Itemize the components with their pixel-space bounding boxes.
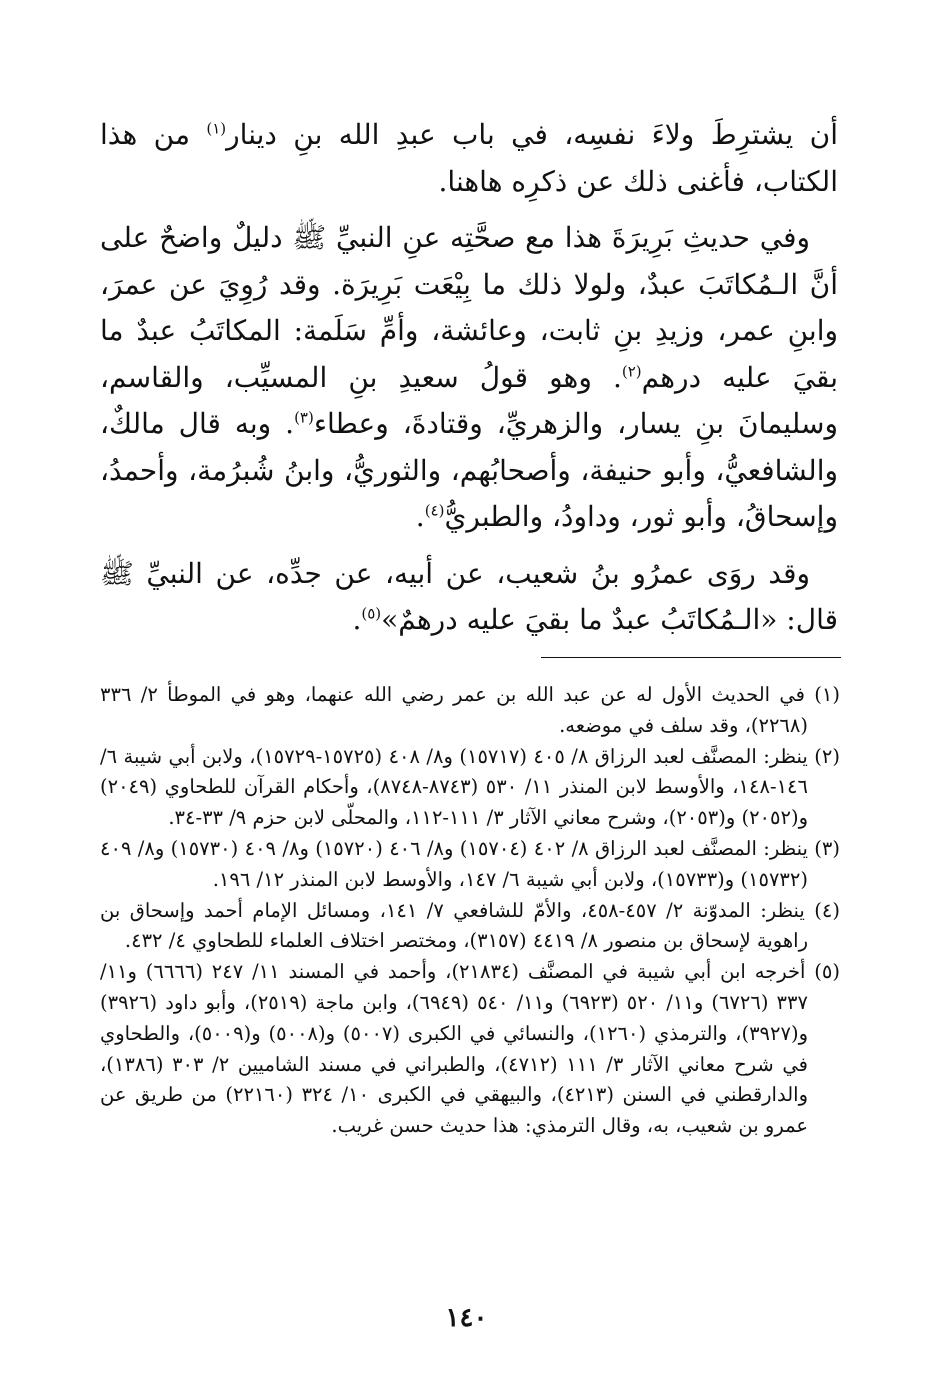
footnote-5: (٥) أخرجه ابن أبي شيبة في المصنَّف (٢١٨٣٤)، وأحمد في المسند ١١/ ٢٤٧ (٦٦٦٦) و١١/ ٣٣٧ (٦٧٢٦) و١١/ ٥٢٠ (٦٩٢٣) و١١/ ٥٤٠ (٦٩٤٩)، وابن ماجة (٢٥١٩)، وأبو داود (٣٩٢٦) و(٣٩٢٧)، والترمذي (١٢٦٠)، والنسائي في الكبرى (٥٠٠٧) و(٥٠٠٨) و(٥٠٠٩)، والطحاوي في شرح معاني الآثار ٣/ ١١١ (٤٧١٢)، والطبراني في مسند الشاميين ٢/ ٣٠٣ (١٣٨٦)، والدارقطني في السنن (٤٢١٣)، والبيهقي في الكبرى ١٠/ ٣٢٤ (٢٢١٦٠) من طريق عن عمرو بن شعيب، به، وقال الترمذي: هذا حديث حسن غريب. — [100, 960, 840, 1138]
footnotes-section — [100, 680, 840, 1142]
footnote-ref-2[interactable]: (٢) — [621, 362, 642, 381]
paragraph-1 — [100, 112, 838, 205]
paragraph-text: وقد روَى عمرُو بنُ شعيب، عن أبيه، عن جدِّه، عن النبيِّ ﷺ قال: «الـمُكاتَبُ عبدٌ ما بقيَ عليه درهمٌ» — [100, 556, 838, 636]
paragraph-2 — [100, 215, 838, 541]
paragraph-text: وفي حديثِ بَرِيرَةَ هذا مع صحَّتِه عنِ النبيِّ ﷺ دليلٌ واضحٌ على أنَّ الـمُكاتَبَ عبدٌ، ولولا ذلك ما بِيْعَت بَرِيرَة. وقد رُوِيَ عن عمرَ، وابنِ عمر، وزيدِ بنِ ثابت، وعائشة، وأمِّ سَلَمة: المكاتَبُ عبدٌ ما بقيَ عليه درهم — [100, 221, 838, 394]
footnote-ref-4[interactable]: (٤) — [424, 501, 445, 520]
paragraph-text: . وهو قولُ سعيدِ بنِ المسيِّب، والقاسم، وسليمانَ بنِ يسار، والزهريِّ، وقتادةَ، وعطاء — [100, 360, 838, 440]
footnote-divider — [541, 657, 841, 658]
paragraph-3 — [100, 551, 838, 644]
paragraph-text: أن يشترِطَ ولاءَ نفسِه، في باب عبدِ الله بنِ دينار — [226, 118, 839, 151]
footnote-ref-1[interactable]: (١) — [206, 119, 227, 138]
paragraph-text: . وبه قال مالكٌ، والشافعيُّ، وأبو حنيفة، وأصحابُهم، والثوريُّ، وابنُ شُبرُمة، وأحمدُ، وإسحاقُ، وأبو ثور، وداودُ، والطبريُّ — [100, 407, 838, 533]
footnote-2: (٢) ينظر: المصنَّف لعبد الرزاق ٨/ ٤٠٥ (١٥٧١٧) و٨/ ٤٠٨ (١٥٧٢٥-١٥٧٢٩)، ولابن أبي شيبة ٦/ ١٤٦-١٤٨، والأوسط لابن المنذر ١١/ ٥٣٠ (٨٧٤٣-٨٧٤٨)، وأحكام القرآن للطحاوي (٢٠٤٩) و(٢٠٥٢) و(٢٠٥٣)، وشرح معاني الآثار ٣/ ١١١-١١٢، والمحلّى لابن حزم ٩/ ٣٣-٣٤. — [100, 744, 840, 830]
paragraph-text: . — [352, 603, 362, 636]
footnote-4: (٤) ينظر: المدوّنة ٢/ ٤٥٧-٤٥٨، والأمّ للشافعي ٧/ ١٤١، ومسائل الإمام أحمد وإسحاق بن راهوية لإسحاق بن منصور ٨/ ٤٤١٩ (٣١٥٧)، ومختصر اختلاف العلماء للطحاوي ٤/ ٤٣٢. — [100, 898, 840, 953]
main-text — [100, 112, 838, 654]
footnote-ref-3[interactable]: (٣) — [294, 408, 314, 427]
paragraph-text: من هذا الكتاب، فأغنى ذلك عن ذكرِه هاهنا. — [100, 118, 838, 198]
footnote-1: (١) في الحديث الأول له عن عبد الله بن عمر رضي الله عنهما، وهو في الموطأ ٢/ ٣٣٦ (٢٢٦٨)، وقد سلف في موضعه. — [100, 683, 840, 737]
paragraph-text: . — [415, 500, 425, 533]
page-number: ١٤٠ — [445, 1303, 488, 1333]
footnote-3: (٣) ينظر: المصنَّف لعبد الرزاق ٨/ ٤٠٢ (١٥٧٠٤) و٨/ ٤٠٦ (١٥٧٢٠) و٨/ ٤٠٩ (١٥٧٣٠) و٨/ ٤٠٩ (١٥٧٣٢) و(١٥٧٣٣)، ولابن أبي شيبة ٦/ ١٤٧، والأوسط لابن المنذر ١٢/ ١٩٦. — [100, 836, 840, 891]
footnote-ref-5[interactable]: (٥) — [361, 604, 382, 623]
